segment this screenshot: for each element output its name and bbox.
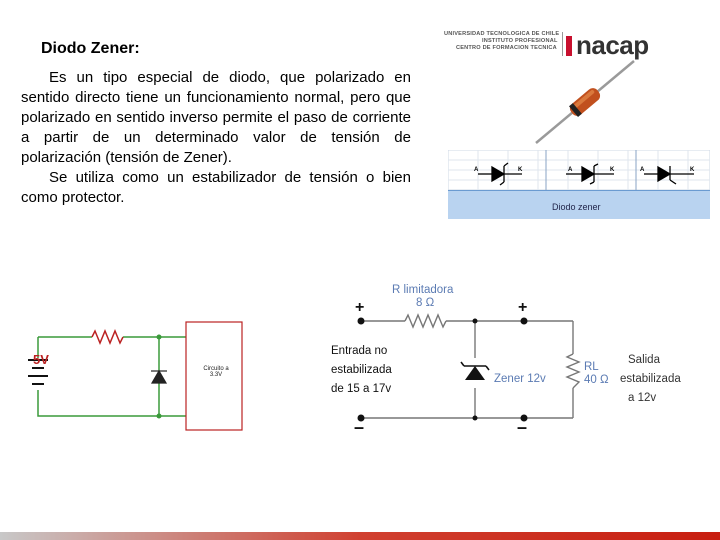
load-label <box>190 366 242 378</box>
output-label <box>620 351 681 408</box>
input-minus-sign: – <box>354 417 365 437</box>
symbol-1-cathode-label: K <box>518 167 523 173</box>
input-plus-terminal <box>358 318 365 325</box>
symbols-caption: Diodo zener <box>552 202 601 212</box>
slide-title: Diodo Zener: <box>41 40 140 57</box>
input-label-line2: estabilizada <box>331 364 392 376</box>
symbol-3-anode-label: A <box>640 167 645 173</box>
zener-diode-1 <box>151 371 167 383</box>
symbols-caption-bar <box>448 190 710 219</box>
output-minus-sign: – <box>517 417 528 437</box>
rl-label <box>584 361 609 387</box>
symbol-2-cathode-label: K <box>610 167 615 173</box>
logo-line-university: UNIVERSIDAD TECNOLOGICA DE CHILE <box>444 31 560 37</box>
output-label-line1: Salida <box>628 354 660 366</box>
load-label-line1: Circuito a <box>203 366 229 372</box>
output-label-line3: a 12v <box>628 392 657 404</box>
logo-separator <box>562 32 563 56</box>
zener-diode-2 <box>461 362 489 380</box>
logo-accent-bar <box>566 36 572 56</box>
diode-body <box>567 86 602 119</box>
footer-bar <box>0 532 720 540</box>
logo-line-cft: CENTRO DE FORMACION TECNICA <box>456 45 557 51</box>
paragraph-definition: Es un tipo especial de diodo, que polarizado en sentido directo tiene un funcionamiento normal, pero que polarizado en sentido inverso permite el paso de corriente a partir de un determinado valor de tensión de polarización (tensión de Zener). <box>21 69 411 166</box>
load-label-line2: 3.3V <box>209 372 223 378</box>
battery-label: 5V <box>33 352 49 367</box>
symbol-3-cathode-label: K <box>690 167 695 173</box>
output-plus-sign: + <box>518 299 528 316</box>
resistor-limitadora <box>405 315 446 327</box>
input-label-line3: de 15 a 17v <box>331 383 392 395</box>
output-plus-terminal <box>521 318 528 325</box>
diode-photo <box>530 55 640 150</box>
symbol-1-anode-label: A <box>474 167 479 173</box>
rl-value: 40 Ω <box>584 374 609 386</box>
input-label-line1: Entrada no <box>331 345 388 357</box>
logo-brand: nacap <box>576 30 649 60</box>
input-plus-sign: + <box>355 299 365 316</box>
resistor-limitadora-value: 8 Ω <box>416 297 435 309</box>
zener-label: Zener 12v <box>494 373 546 385</box>
resistor-limitadora-label <box>392 284 453 310</box>
slide-body <box>21 68 411 208</box>
output-label-line2: estabilizada <box>620 373 681 385</box>
input-label <box>331 342 392 399</box>
paragraph-usage: Se utiliza como un estabilizador de tensión o bien como protector. <box>21 169 411 206</box>
rl-name: RL <box>584 361 599 373</box>
symbol-2-anode-label: A <box>568 167 573 173</box>
resistor-limitadora-name: R limitadora <box>392 284 454 296</box>
logo-line-institute: INSTITUTO PROFESIONAL <box>482 38 558 44</box>
resistor-load <box>567 354 579 388</box>
resistor-1 <box>92 331 123 343</box>
